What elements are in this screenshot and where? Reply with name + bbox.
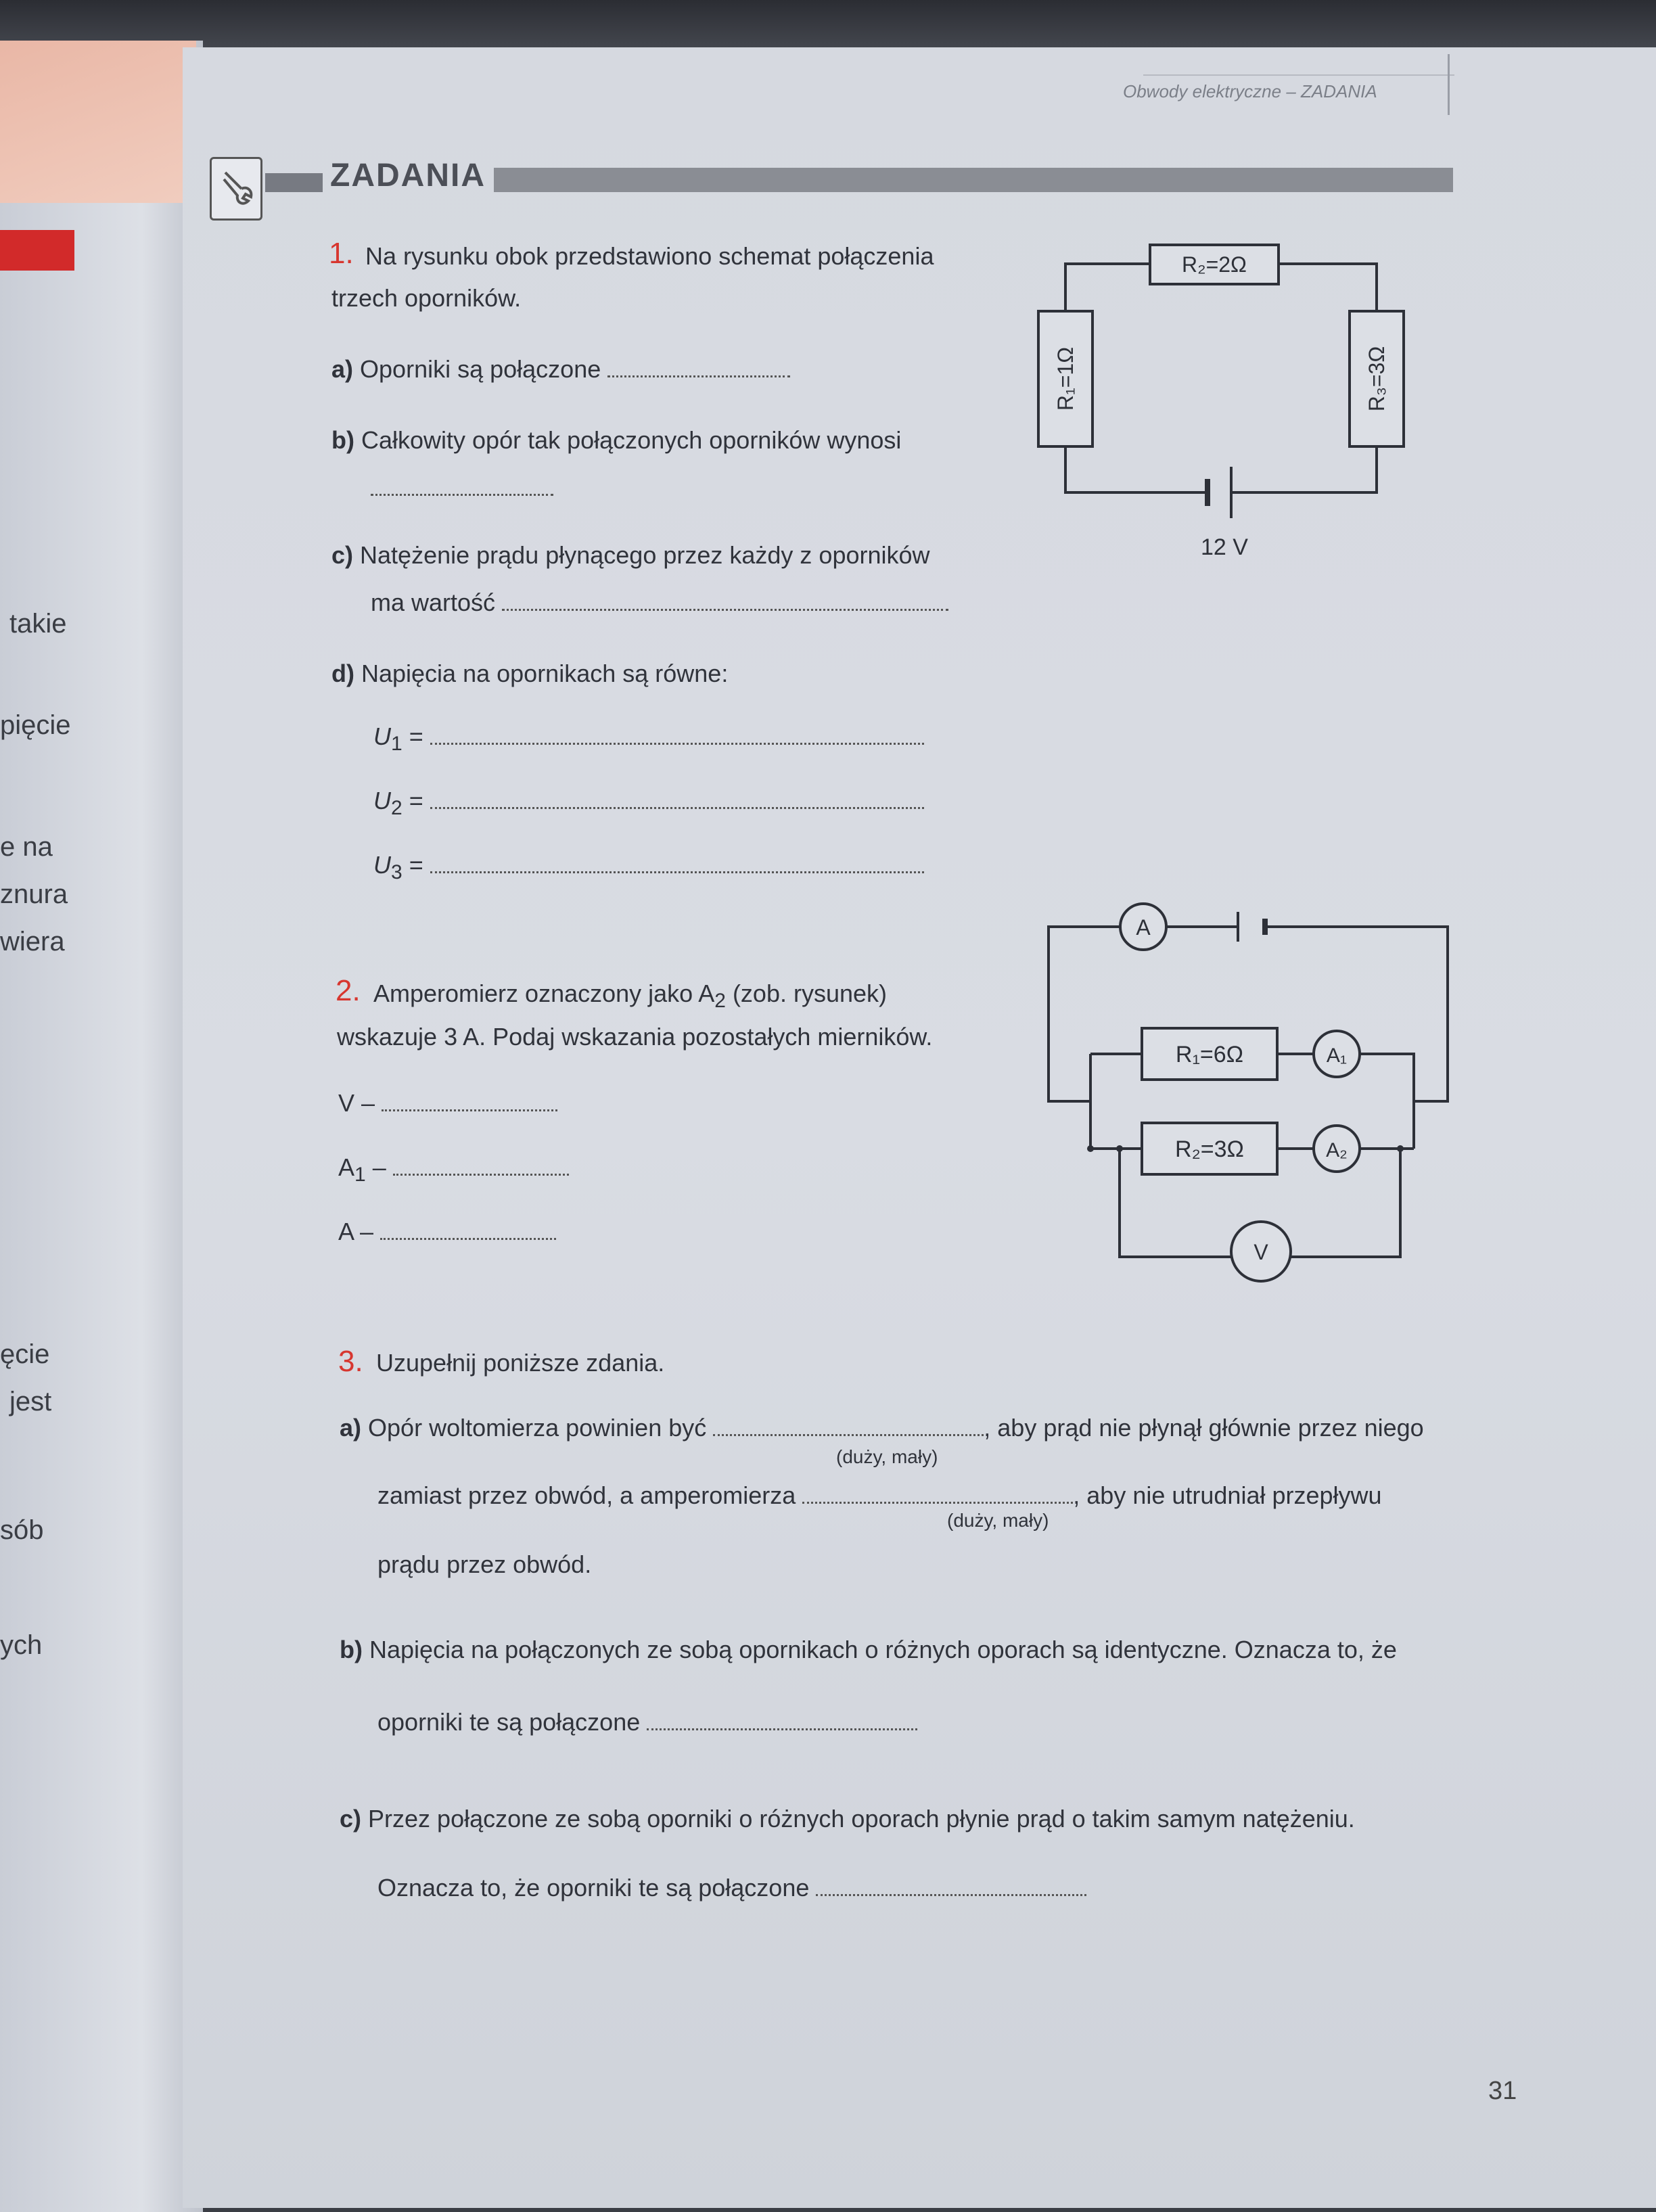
subscript: 1 [354, 1163, 366, 1186]
left-page-red-tab [0, 230, 74, 271]
task-2-text [373, 980, 887, 1013]
left-page-word: wiera [0, 927, 65, 957]
task-1a-text: Oporniki są połączone [360, 355, 601, 383]
section-title: ZADANIA [330, 158, 486, 193]
label-r2: R₂=2Ω [1182, 252, 1247, 277]
task-1d-text: Napięcia na opornikach są równe: [361, 660, 729, 687]
task-2-v [338, 1089, 557, 1117]
answer-blank[interactable] [607, 359, 790, 377]
left-page-pink-band [0, 41, 196, 203]
task-1d-u2 [373, 787, 924, 820]
label-voltage: 12 V [1201, 534, 1248, 560]
circuit-diagram-series [1028, 237, 1421, 575]
wrench-icon [210, 157, 262, 221]
voltage-symbol: U [373, 787, 391, 814]
wire [1360, 1054, 1414, 1101]
subscript: 2 [391, 797, 402, 820]
task-1b-text: Całkowity opór tak połączonych oporników wynosi [361, 426, 902, 454]
answer-blank[interactable] [430, 727, 924, 745]
task-1c-line2 [371, 589, 948, 617]
answer-blank[interactable] [502, 593, 948, 611]
task-1b [331, 426, 901, 455]
wire [1065, 264, 1150, 311]
task-1d [331, 660, 728, 688]
left-page-word: pięcie [0, 710, 71, 740]
task-3a-text: zamiast przez obwód, a amperomierza [377, 1481, 796, 1509]
equals: = [409, 851, 423, 879]
task-1c-label: c) [331, 541, 354, 569]
task-3a-line2 [377, 1481, 1382, 1510]
task-3b-label: b) [340, 1636, 363, 1663]
task-1-number: 1. [329, 237, 354, 270]
running-header: Obwody elektryczne – ZADANIA [1123, 81, 1377, 101]
wire [1065, 446, 1208, 492]
task-3-number: 3. [338, 1345, 363, 1378]
ammeter-label: A – [338, 1218, 374, 1245]
task-3b-text: oporniki te są połączone [377, 1708, 641, 1736]
task-1a-label: a) [331, 355, 354, 383]
page-number: 31 [1488, 2077, 1517, 2105]
label-r3: R₃=3Ω [1364, 346, 1389, 412]
answer-blank[interactable] [647, 1712, 917, 1730]
equals: = [409, 722, 423, 750]
dash: – [372, 1153, 386, 1181]
task-3-intro: Uzupełnij poniższe zdania. [376, 1349, 665, 1377]
answer-blank[interactable] [802, 1485, 1073, 1504]
hint-duzy-maly: (duży, mały) [947, 1510, 1049, 1531]
task-1c-text: Natężenie prądu płynącego przez każdy z oporników [360, 541, 930, 569]
left-page-word: ęcie [0, 1339, 50, 1369]
answer-blank[interactable] [393, 1157, 569, 1176]
left-page-word: takie [9, 609, 67, 639]
label-r1: R₁=6Ω [1175, 1042, 1244, 1067]
answer-blank[interactable] [371, 478, 553, 496]
task-2-a1 [338, 1153, 569, 1186]
task-1a [331, 355, 790, 384]
task-3c-text: Oznacza to, że oporniki te są połączone [377, 1874, 810, 1902]
task-1-intro: Na rysunku obok przedstawiono schemat połączenia [365, 242, 934, 270]
task-3a-line1 [340, 1414, 1424, 1442]
answer-blank[interactable] [380, 1222, 556, 1240]
task-3a-line3: prądu przez obwód. [377, 1550, 592, 1578]
label-ammeter-a: A [1136, 915, 1151, 940]
task-1d-u1 [373, 722, 924, 756]
wire [1279, 264, 1377, 311]
equals: = [409, 787, 423, 814]
subscript: 2 [714, 990, 726, 1013]
answer-blank[interactable] [713, 1418, 984, 1436]
task-3a-text: Opór woltomierza powinien być [368, 1414, 707, 1442]
ammeter-label: A [338, 1153, 355, 1181]
task-3a-text: , aby nie utrudniał przepływu [1073, 1481, 1382, 1509]
task-2-text-line2: wskazuje 3 A. Podaj wskazania pozostałych mierników. [337, 1023, 933, 1051]
section-bar-left [265, 173, 323, 192]
task-2-number: 2. [336, 974, 361, 1007]
task-1b-answer [371, 474, 553, 502]
task-3c-line2 [377, 1874, 1086, 1902]
task-2-a [338, 1218, 556, 1246]
label-ammeter-a2: A₂ [1326, 1139, 1348, 1161]
task-2-text-part: Amperomierz oznaczony jako A [373, 980, 715, 1007]
answer-blank[interactable] [430, 855, 924, 873]
task-1-intro: trzech oporników. [331, 284, 522, 312]
answer-blank[interactable] [430, 791, 924, 809]
answer-blank[interactable] [382, 1093, 557, 1111]
task-3a-text: , aby prąd nie płynął głównie przez niego [984, 1414, 1424, 1442]
header-rule [1143, 74, 1454, 76]
wire [1049, 927, 1122, 1101]
task-3b-line2 [377, 1708, 917, 1736]
circuit-diagram-parallel [1035, 886, 1454, 1292]
left-page-word: znura [0, 879, 68, 909]
voltage-symbol: U [373, 722, 391, 750]
left-page-word: jest [9, 1387, 52, 1416]
task-3a-label: a) [340, 1414, 362, 1442]
task-3c-label: c) [340, 1805, 362, 1833]
section-bar [494, 168, 1453, 192]
left-page-word: ych [0, 1630, 43, 1660]
hint-duzy-maly: (duży, mały) [836, 1446, 938, 1467]
junction-dot [1116, 1145, 1123, 1152]
junction-dot [1397, 1145, 1404, 1152]
subscript: 3 [391, 861, 402, 884]
answer-blank[interactable] [816, 1878, 1086, 1896]
task-1b-label: b) [331, 426, 354, 454]
subscript: 1 [391, 733, 402, 756]
task-1d-label: d) [331, 660, 354, 687]
task-3c-text: Przez połączone ze sobą oporniki o różnych oporach płynie prąd o takim samym natężeniu. [368, 1805, 1355, 1833]
task-3b-text: Napięcia na połączonych ze sobą opornikach o różnych oporach są identyczne. Oznacza to, że [369, 1636, 1397, 1663]
left-page-word: sób [0, 1515, 44, 1545]
voltage-symbol: U [373, 851, 391, 879]
header-tick [1448, 54, 1450, 115]
task-1c [331, 541, 930, 570]
label-ammeter-a1: A₁ [1326, 1044, 1348, 1067]
task-1c-text: ma wartość [371, 589, 496, 616]
label-voltmeter: V [1254, 1240, 1268, 1264]
task-2-text-part: (zob. rysunek) [732, 980, 888, 1007]
voltmeter-label: V – [338, 1089, 375, 1117]
left-page-word: e na [0, 832, 53, 862]
junction-dot [1087, 1145, 1094, 1152]
label-r1: R₁=1Ω [1053, 346, 1078, 411]
task-3c-line1 [340, 1805, 1355, 1833]
wire [1231, 446, 1377, 492]
left-page-fragment [0, 41, 203, 2212]
task-3b-line1 [340, 1636, 1397, 1664]
label-r2: R₂=3Ω [1175, 1136, 1244, 1162]
wire [1265, 927, 1448, 1101]
task-1d-u3 [373, 851, 924, 884]
